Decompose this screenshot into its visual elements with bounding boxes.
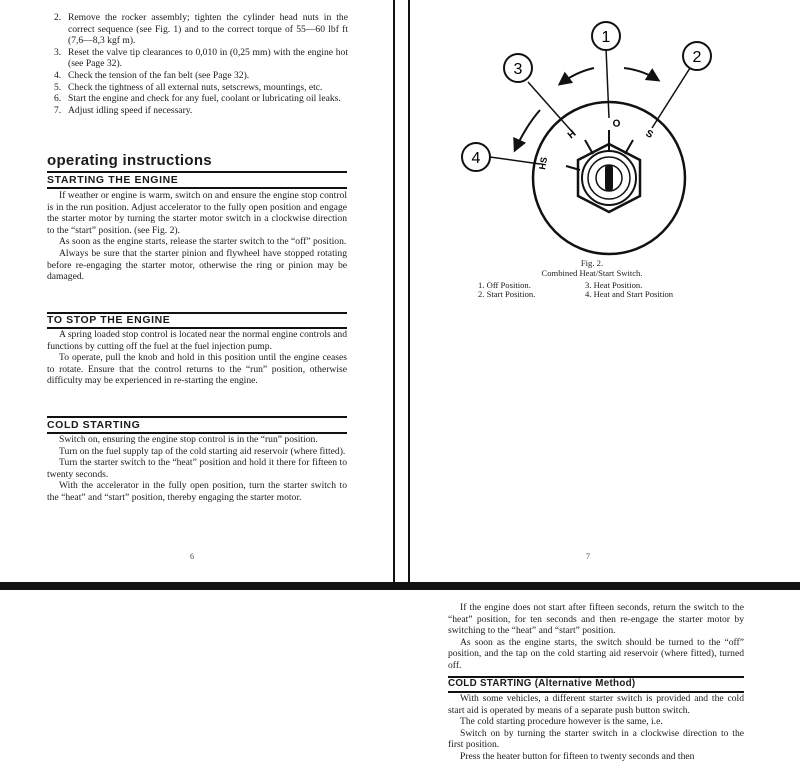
step-item: 5. Check the tightness of all external nuts, setscrews, mountings, etc.: [54, 81, 323, 93]
svg-text:1: 1: [601, 29, 611, 46]
figure-title: Combined Heat/Start Switch.: [541, 268, 643, 278]
legend-item: 1. Off Position.: [478, 280, 531, 290]
cold-continued-text: If the engine does not start after fifteen seconds, return the switch to the “heat” position, for ten seconds and then re-engage the starter motor by switching to the “heat” and “start” position. As soon as the engine starts, the switch should be turned to the “off” position, and the tap on the cold starting aid reservoir (where fitted), turned off.: [448, 602, 744, 671]
cold-text: Switch on, ensuring the engine stop control is in the “run” position. Turn on the fuel supply tap of the cold starting aid reservoir (where fitted). Turn the starter switch to the “heat” position and hold it there for fifteen to twenty seconds. With the accelerator in the fully open position, turn the starter switch to the “heat” and “start” position, thereby engaging the starter motor.: [47, 434, 347, 503]
svg-text:3: 3: [513, 61, 523, 78]
subheading-starting: STARTING THE ENGINE: [47, 174, 179, 186]
mark-off: O: [612, 118, 622, 130]
mark-heat: H: [565, 128, 579, 142]
gutter-right: [408, 0, 410, 582]
page-8: [0, 590, 388, 770]
callout-4: [462, 143, 490, 171]
maintenance-steps: [52, 12, 348, 116]
callout-3: [504, 54, 532, 82]
subheading-rule: [47, 416, 347, 418]
legend-item: 4. Heat and Start Position: [585, 289, 674, 299]
stop-text: A spring loaded stop control is located near the normal engine controls and functions by cutting off the fuel at the fuel injection pump. To operate, pull the knob and hold in this position until the engine ceases to rotate. Ensure that the control returns to the “run” position, otherwise difficulty may be experienced in re-starting the engine.: [47, 329, 347, 387]
step-item: 4. Check the tension of the fan belt (see Page 32).: [54, 69, 250, 81]
page-number: 7: [586, 552, 590, 561]
mark-start: S: [643, 128, 655, 141]
heading-rule: [47, 171, 347, 173]
page-6: [0, 0, 388, 582]
legend-item: 3. Heat Position.: [585, 280, 643, 290]
legend-item: 2. Start Position.: [478, 289, 536, 299]
gutter-left: [393, 0, 395, 582]
figure-label: Fig. 2.: [580, 258, 604, 268]
page-7: [412, 0, 800, 582]
svg-text:4: 4: [471, 150, 481, 167]
callout-2: [683, 42, 711, 70]
clockwise-arrow: [624, 68, 658, 80]
step-item: 6. Start the engine and check for any fuel, coolant or lubricating oil leaks.: [54, 93, 341, 105]
section-heading: operating instructions: [47, 152, 212, 169]
heat-start-switch-diagram: [412, 0, 800, 260]
subheading-stop: TO STOP THE ENGINE: [47, 314, 171, 326]
alt-method-text: With some vehicles, a different starter switch is provided and the cold start aid is operated by means of a separate push button switch. The cold starting procedure however is the same, i.e. Switch on by turning the starter switch in a clockwise direction to the first position. Press the heater button for fifteen to twenty seconds and then: [448, 693, 744, 762]
step-item: 2. Remove the rocker assembly; tighten the cylinder head nuts in the correct sequence (see Fig. 1) and to the correct torque of 55—60 lbf ft (7,6—8,3 kgf m).: [54, 12, 348, 47]
svg-text:2: 2: [692, 49, 702, 66]
spread-separator: [0, 582, 800, 590]
subheading-alt: COLD STARTING (Alternative Method): [448, 678, 636, 689]
page-number: 6: [190, 552, 194, 561]
page-9: [412, 590, 800, 770]
subheading-cold: COLD STARTING: [47, 419, 141, 431]
key-slot: [605, 165, 613, 191]
subheading-rule: [47, 187, 347, 189]
step-item: 3. Reset the valve tip clearances to 0,010 in (0,25 mm) with the engine hot (see Page 32).: [54, 46, 348, 70]
counter-arrow: [560, 68, 594, 84]
mark-heat-start: HS: [537, 156, 550, 171]
starting-text: If weather or engine is warm, switch on and ensure the engine stop control is in the run position. Adjust accelerator to the fully open position and engage the starter motor by turning the starter motor switch in a clockwise direction to the “start” position. (see Fig. 2). As soon as the engine starts, release the starter switch to the “off” position. Always be sure that the starter pinion and flywheel have stopped rotating before re-engaging the starter motor, otherwise the ring or pinion may be damaged.: [47, 190, 347, 283]
step-item: 7. Adjust idling speed if necessary.: [54, 104, 193, 116]
callout-1: [592, 22, 620, 50]
counter-arrow-lower: [515, 110, 540, 150]
